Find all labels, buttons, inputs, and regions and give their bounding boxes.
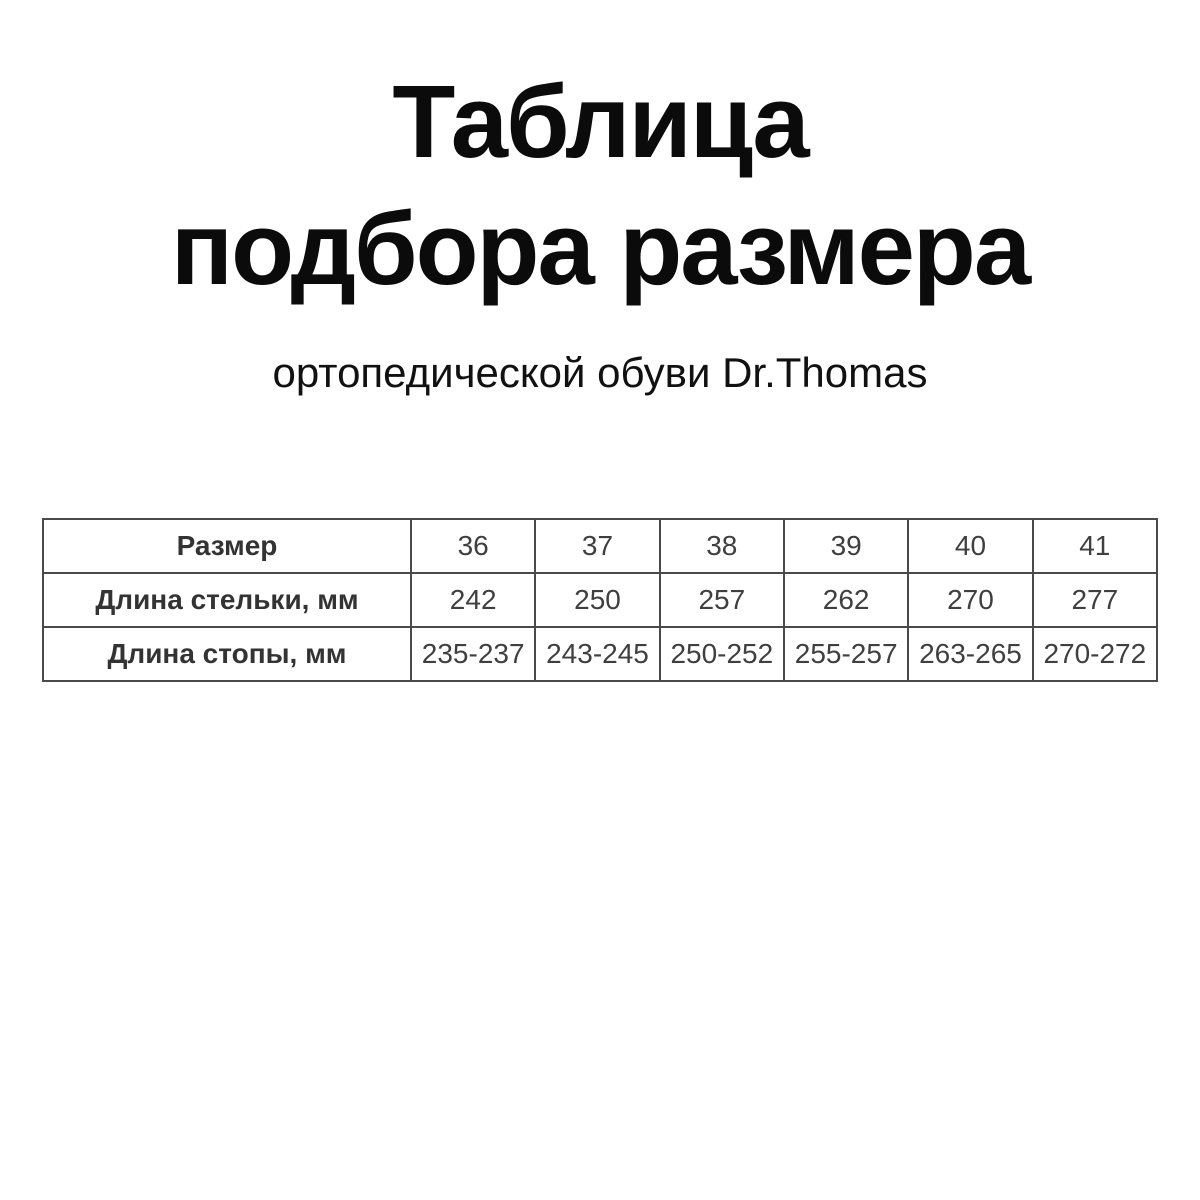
size-cell: 40 — [908, 519, 1032, 573]
row-label-foot-length: Длина стопы, мм — [43, 627, 411, 681]
insole-length-cell: 257 — [660, 573, 784, 627]
row-label-insole-length: Длина стельки, мм — [43, 573, 411, 627]
foot-length-cell: 243-245 — [535, 627, 659, 681]
insole-length-cell: 242 — [411, 573, 535, 627]
size-table — [42, 518, 1158, 682]
insole-length-cell: 250 — [535, 573, 659, 627]
foot-length-cell: 255-257 — [784, 627, 908, 681]
foot-length-cell: 235-237 — [411, 627, 535, 681]
page-title-line-2: подбора размера — [170, 191, 1030, 306]
size-cell: 39 — [784, 519, 908, 573]
size-cell: 37 — [535, 519, 659, 573]
size-cell: 41 — [1033, 519, 1157, 573]
insole-length-cell: 277 — [1033, 573, 1157, 627]
size-table-container — [42, 518, 1158, 682]
insole-length-cell: 262 — [784, 573, 908, 627]
size-cell: 38 — [660, 519, 784, 573]
foot-length-cell: 263-265 — [908, 627, 1032, 681]
page-title-line-1: Таблица — [392, 64, 808, 179]
size-cell: 36 — [411, 519, 535, 573]
page-title — [0, 58, 1200, 312]
row-label-size: Размер — [43, 519, 411, 573]
foot-length-cell: 250-252 — [660, 627, 784, 681]
table-row-size — [43, 519, 1157, 573]
table-row-foot-length — [43, 627, 1157, 681]
foot-length-cell: 270-272 — [1033, 627, 1157, 681]
insole-length-cell: 270 — [908, 573, 1032, 627]
page-subtitle: ортопедической обуви Dr.Thomas — [272, 349, 928, 396]
table-row-insole-length — [43, 573, 1157, 627]
